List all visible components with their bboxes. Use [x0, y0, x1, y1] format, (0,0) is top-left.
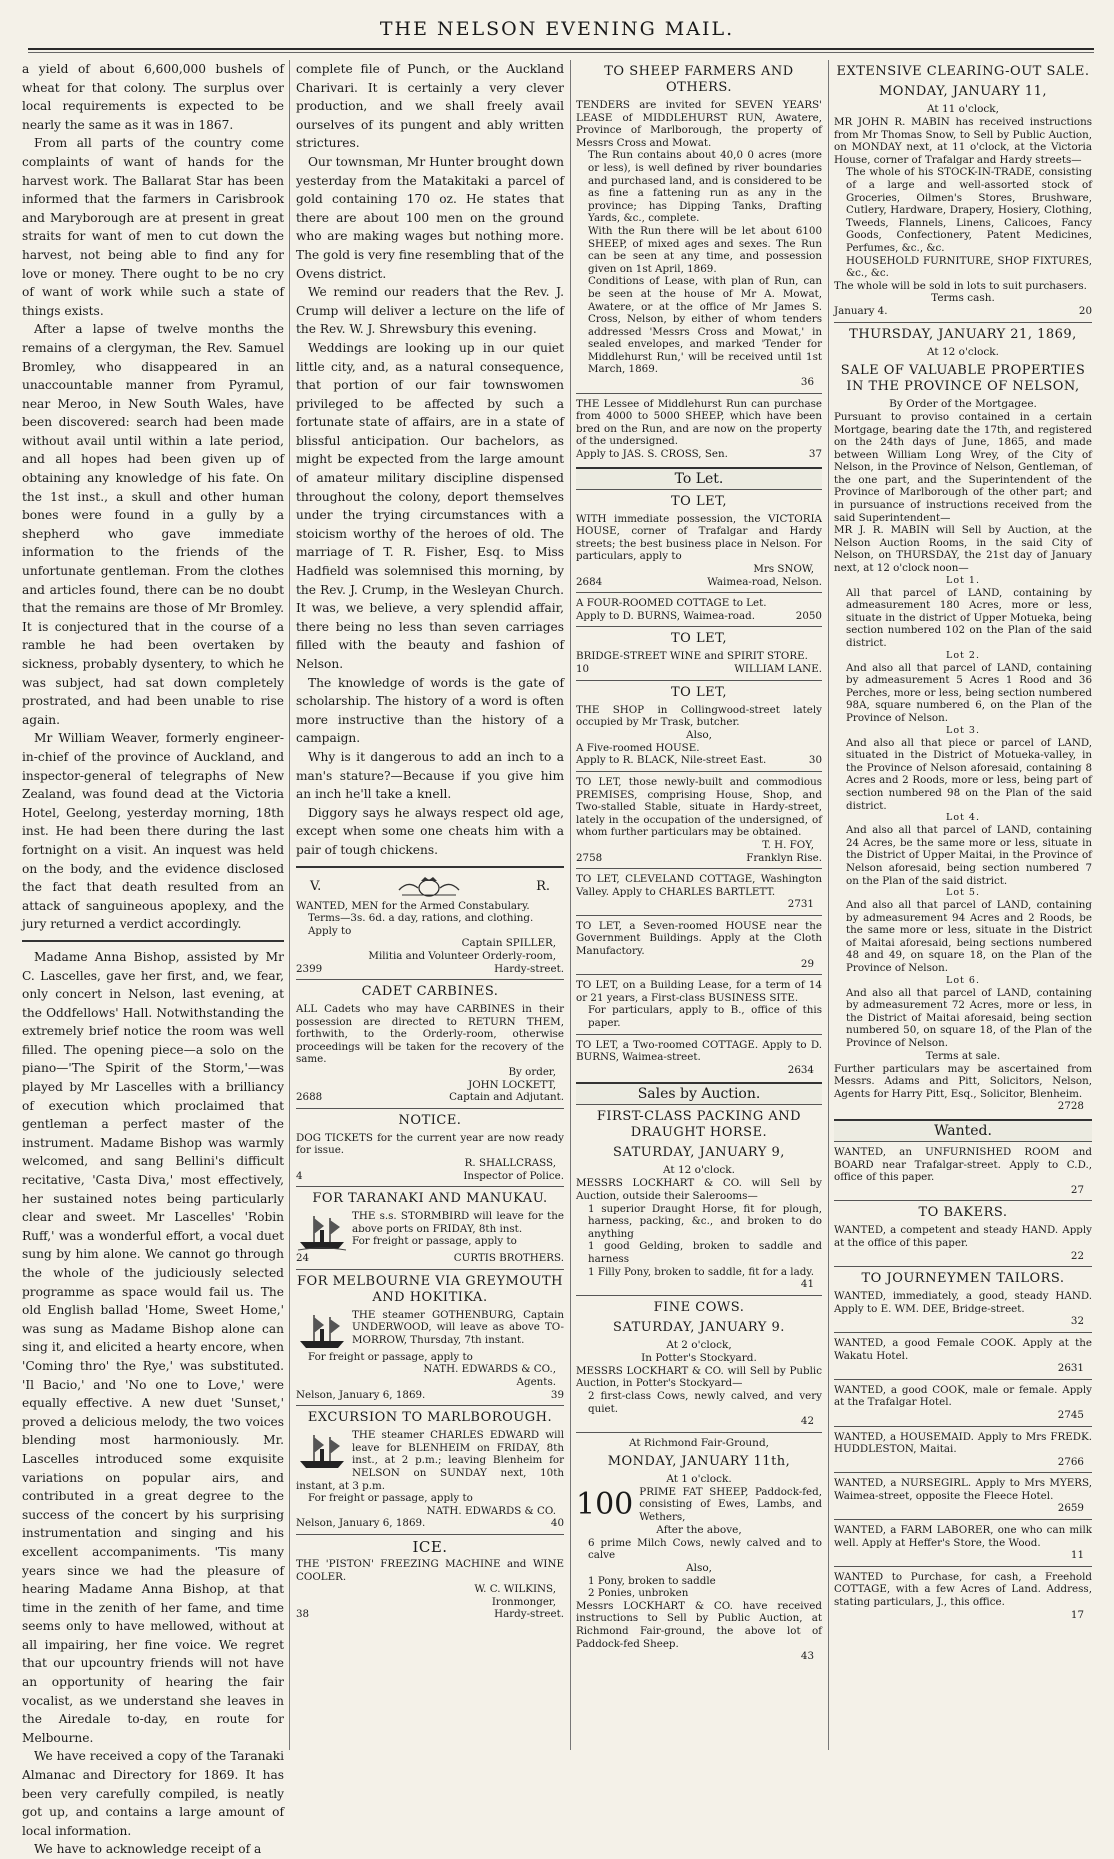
- ad-heading: TO LET,: [671, 631, 727, 647]
- lot-heading: Lot 5.: [946, 887, 980, 899]
- sheep-farmers-ad: [576, 64, 822, 461]
- ad-heading: SALE OF VALUABLE PROPERTIES IN THE PROVINCE OF NELSON,: [840, 362, 1086, 394]
- ad-heading: TO BAKERS.: [918, 1205, 1008, 1221]
- ad-rule: [834, 322, 1092, 323]
- article-paragraph: complete file of Punch, or the Auckland Charivari. It is certainly a very clever production, and we shall freely avail ourselves of its pungent and ably written strictures.: [296, 62, 564, 151]
- ad-heading: TO JOURNEYMEN TAILORS.: [861, 1271, 1065, 1287]
- ad-heading: TO LET,: [671, 493, 727, 509]
- ad-number: 10: [576, 662, 590, 675]
- section-rule: [296, 866, 564, 868]
- ad-rule: [834, 1472, 1092, 1473]
- ad-rule: [296, 979, 564, 980]
- ad-text: For particulars, apply to B., office of this paper.: [588, 1004, 822, 1030]
- article-paragraph: Diggory says he always respect old age, except when some one cheats him with a pair of tough chickens.: [296, 805, 564, 857]
- ad-text: The whole will be sold in lots to suit purchasers.: [834, 279, 1087, 292]
- ad-text: A FOUR-ROOMED COTTAGE to Let.: [576, 597, 767, 610]
- ad-text: With the Run there will be let about 6100 SHEEP, of mixed ages and sexes. The Run can be seen at any time, and possession given on 1st April, 1869.: [588, 224, 822, 275]
- ad-text: A Five-roomed HOUSE.: [576, 741, 700, 754]
- ad-text: WANTED, a competent and steady HAND. Apply at the office of this paper.: [834, 1224, 1092, 1249]
- ad-text: WANTED, a good Female COOK. Apply at the Wakatu Hotel.: [834, 1336, 1092, 1362]
- ad-heading: FOR TARANAKI AND MANUKAU.: [312, 1191, 548, 1207]
- ad-number: 29: [800, 957, 814, 970]
- ad-signature: WILLIAM LANE.: [734, 662, 822, 675]
- ad-place: In Potter's Stockyard.: [641, 1351, 757, 1364]
- cadet-carbines-ad: [296, 984, 564, 1104]
- ad-number: 17: [1070, 1608, 1084, 1621]
- article-paragraph: After a lapse of twelve months the remains of a clergyman, the Rev. Samuel Bromley, who disappeared in an unaccountable manner from Pyramul, near Meroo, in New South Wales, have been discovered: search had been made without avail until within a late period, and all hopes had been given up of obtaining any knowledge of his fate. On the 1st inst., a skull and other human bones were found in a gully by a shepherd who gave immediate information to the friends of the unfortunate gentleman. From the clothes and articles found, there can be no doubt that the remains are those of Mr Bromley. It is conjectured that in the course of a ramble he had been overtaken by sickness, probably dysentery, to which he was subject, had sat down completely prostrated, and had been unable to rise again.: [22, 322, 284, 727]
- ad-text: Also,: [686, 728, 712, 741]
- ad-number: 20: [1078, 305, 1092, 318]
- ad-rule: [576, 1432, 822, 1433]
- wanted-ad: [834, 1146, 1092, 1196]
- newspaper-title: THE NELSON EVENING MAIL.: [379, 18, 735, 40]
- marlborough-ad: [296, 1410, 564, 1530]
- ad-number: 2731: [787, 898, 814, 911]
- ad-text: The Run contains about 40,0 0 acres (more or less), is well defined by river boundaries and purchased land, and is considered to be as fine a fattening run as any in the province; has Dipping Tanks, Drafting Yards, &c., complete.: [588, 149, 822, 225]
- property-sale-ad: [834, 327, 1092, 1113]
- ad-signature: Franklyn Rise.: [746, 851, 822, 864]
- ad-item: 2 first-class Cows, newly calved, and very quiet.: [588, 1389, 822, 1415]
- ad-rule: [834, 1426, 1092, 1427]
- ad-text: The whole of his STOCK-IN-TRADE, consisting of a large and well-assorted stock of Groceries, Oilmen's Stores, Brushware, Cutlery, Hardware, Drapery, Hosiery, Clothing, Tweeds, Flannels, Linens, Calicoes, Fancy Goods, Confectionery, Patent Medicines, Perfumes, &c., &c.: [846, 166, 1092, 254]
- ad-heading: NOTICE.: [398, 1112, 462, 1128]
- ad-time: At 2 o'clock,: [666, 1338, 732, 1351]
- ad-text: TO LET, CLEVELAND COTTAGE, Washington Valley. Apply to CHARLES BARTLETT.: [576, 873, 822, 898]
- lot-text: And also all that parcel of LAND, containing 24 Acres, be the same more or less, situate in the District of Upper Maitai, in the Province of Nelson aforesaid, being section numbered 7 on the Plan of the said district.: [846, 824, 1092, 887]
- ad-text: Apply to: [308, 924, 352, 937]
- ad-number: 2631: [1057, 1362, 1084, 1375]
- wanted-ad: [834, 1431, 1092, 1469]
- lot-heading: Lot 3.: [946, 724, 980, 736]
- ad-rule: [296, 1405, 564, 1406]
- ad-number: 36: [800, 376, 814, 389]
- ad-text: MR J. R. MABIN will Sell by Auction, at the Nelson Auction Rooms, in the said City of Nelson, on THURSDAY, the 21st day of January next, at 12 o'clock noon—: [834, 524, 1092, 575]
- masthead: [0, 0, 1114, 62]
- ad-number: 2659: [1057, 1502, 1084, 1515]
- ad-date: Nelson, January 6, 1869.: [296, 1517, 426, 1530]
- ad-signature: CURTIS BROTHERS.: [453, 1252, 564, 1265]
- to-let-section-header: To Let.: [576, 467, 822, 490]
- ad-heading: ICE.: [412, 1537, 448, 1556]
- ad-signature: NATH. EDWARDS & CO.,: [423, 1363, 556, 1376]
- masthead-rule: [28, 48, 1094, 50]
- article-paragraph: Why is it dangerous to add an inch to a man's stature?—Because if you give him an inch he'll take a knell.: [296, 749, 564, 802]
- ad-text: TO LET, a Two-roomed COTTAGE. Apply to D. BURNS, Waimea-street.: [576, 1038, 822, 1064]
- ad-number: 42: [800, 1415, 814, 1428]
- ad-text: THE steamer GOTHENBURG, Captain UNDERWOOD, will leave as above TO-MORROW, Thursday, 7th instant.: [352, 1308, 564, 1346]
- ad-rule: [834, 1266, 1092, 1267]
- to-let-ad: [576, 494, 822, 589]
- column-4: [834, 60, 1092, 1750]
- ad-text: Terms at sale.: [925, 1049, 1001, 1062]
- lot-heading: Lot 2.: [946, 649, 980, 661]
- sales-by-auction-header: Sales by Auction.: [576, 1082, 822, 1105]
- ad-number: 40: [550, 1517, 564, 1530]
- ad-rule: [576, 592, 822, 593]
- ad-number: 27: [1070, 1183, 1084, 1196]
- steamship-icon: [296, 1311, 348, 1351]
- crest-letter-r: R.: [536, 879, 550, 895]
- tailors-ad: [834, 1271, 1092, 1328]
- ad-rule: [834, 1519, 1092, 1520]
- ad-number: 43: [800, 1650, 814, 1663]
- ad-date: SATURDAY, JANUARY 9.: [613, 1319, 785, 1335]
- ad-text: THE 'PISTON' FREEZING MACHINE and WINE COOLER.: [296, 1557, 564, 1583]
- ad-signature: T. H. FOY,: [762, 838, 814, 851]
- wanted-ad: [834, 1571, 1092, 1621]
- cows-auction-ad: [576, 1300, 822, 1428]
- column-divider: [570, 60, 571, 1750]
- to-let-ad: [576, 685, 822, 767]
- ad-rule: [296, 1534, 564, 1535]
- ad-text: Further particulars may be ascertained from Messrs. Adams and Pitt, Solicitors, Nelson, Agents for Harry Pitt, Esq., Solicitor, Blenheim.: [834, 1062, 1092, 1100]
- ad-text: Also,: [686, 1561, 712, 1574]
- ad-heading: FINE COWS.: [653, 1299, 745, 1315]
- ad-number: 32: [1070, 1315, 1084, 1328]
- ad-text: THE SHOP in Collingwood-street lately occupied by Mr Trask, butcher.: [576, 703, 822, 729]
- horse-auction-ad: [576, 1109, 822, 1290]
- ad-signature: Militia and Volunteer Orderly-room,: [368, 949, 556, 962]
- ad-number: 37: [808, 448, 822, 461]
- ad-text: THE steamer CHARLES EDWARD will leave for BLENHEIM on FRIDAY, 8th inst., at 2 p.m.; leaving Blenheim for NELSON on SUNDAY next, 10th instant, at 3 p.m.: [296, 1429, 564, 1492]
- ad-text: MESSRS LOCKHART & CO. will Sell by Public Auction, in Potter's Stockyard—: [576, 1364, 822, 1390]
- ad-text: HOUSEHOLD FURNITURE, SHOP FIXTURES, &c., &c.: [846, 254, 1092, 280]
- ad-text: Terms cash.: [931, 292, 995, 305]
- wanted-ad: [834, 1524, 1092, 1562]
- ad-number: 38: [296, 1608, 310, 1621]
- ad-text: MR JOHN R. MABIN has received instructions from Mr Thomas Snow, to Sell by Public Auction, on MONDAY next, at 11 o'clock, at the Victoria House, corner of Trafalgar and Hardy streets—: [834, 116, 1092, 166]
- ad-item: 1 good Gelding, broken to saddle and harness: [588, 1240, 822, 1265]
- lot-text: And also all that parcel of LAND, containing by admeasurement 72 Acres, more or less, in the District of Maitai aforesaid, being section numbered 50, on square 18, of the Plan of the Province of Nelson.: [846, 986, 1092, 1050]
- column-divider: [289, 60, 290, 1750]
- ad-text: WANTED, a NURSEGIRL. Apply to Mrs MYERS, Waimea-street, opposite the Fleece Hotel.: [834, 1477, 1092, 1502]
- column-1: [22, 60, 284, 1857]
- ad-text: THE s.s. STORMBIRD will leave for the above ports on FRIDAY, 8th inst.: [352, 1210, 564, 1235]
- ad-text: Apply to R. BLACK, Nile-street East.: [576, 754, 767, 767]
- ad-number: 2634: [787, 1063, 814, 1076]
- ad-number: 2758: [576, 851, 603, 864]
- steamship-icon: [296, 1431, 348, 1471]
- ad-date: SATURDAY, JANUARY 9,: [613, 1145, 785, 1161]
- article-paragraph: Weddings are looking up in our quiet little city, and, as a natural consequence, that portion of our fair townswomen privileged to be affected by such a fortunate state of affairs, are in a state of blissful anticipation. Our bachelors, as might be expected from the large amount of amateur military discipline dispensed throughout the colony, deport themselves under the trying circumstances with a stoicism worthy of the heroes of old. The marriage of T. R. Fisher, Esq. to Miss Hadfield was solemnised this morning, by the Rev. J. Crump, in the Wesleyan Church. It was, we believe, a very splendid affair, there being no less than seven carriages filled with the beauty and fashion of Nelson.: [296, 340, 564, 671]
- ad-signature: Mrs SNOW,: [753, 563, 814, 575]
- article-paragraph: Madame Anna Bishop, assisted by Mr C. Lascelles, gave her first, and, we fear, only concert in Nelson, last evening, at the Oddfellows' Hall. Notwithstanding the extremely brief notice the room was well filled. The opening piece—a solo on the piano—'The Spirit of the Storm,'—was played by Mr Lascelles with a brilliancy of execution which proclaimed that gentleman a perfect master of the instrument. Madame Bishop was warmly welcomed, and sang Bellini's difficult recitative, 'Casta Diva,' most effectively, her sustained notes being particularly clear and sweet. Mr Lascelles' 'Robin Ruff,' was a wonderful effort, a vocal duet sung by him alone. We cannot go through the whole of the judiciously selected programme as space would fail us. The old English ballad 'Home, Sweet Home,' was sung as Madame Bishop alone can sing it, and elicited a hearty encore, when 'Coming thro' the Rye,' was substituted. 'Il Bacio,' and 'No one to Love,' were equally effective. A new duet 'Sunset,' proved a delicious melody, the two voices blending most harmoniously. Mr. Lascelles introduced some exquisite variations on popular airs, and contributed in a great degree to the success of the concert by his surprising instrumentation and singing and his excellent accompaniments. 'Tis many years since we had the pleasure of hearing Madame Anna Bishop, at that time in the zenith of her fame, and time seems only to have mellowed, without at all impairing, her fine voice. We regret that our upcountry friends will not have an opportunity of hearing the fair vocalist, as we understand she leaves in the Airedale to-day, en route for Melbourne.: [22, 949, 284, 1745]
- ad-text: WANTED, immediately, a good, steady HAND. Apply to E. WM. DEE, Bridge-street.: [834, 1290, 1092, 1315]
- ad-text: WANTED, a good COOK, male or female. Apply at the Trafalgar Hotel.: [834, 1383, 1092, 1409]
- ad-rule: [576, 868, 822, 869]
- sheep-lot: [576, 1486, 822, 1524]
- ad-signature: W. C. WILKINS,: [474, 1583, 556, 1596]
- ad-rule: [576, 974, 822, 975]
- ad-signature: R. SHALLCRASS,: [464, 1157, 556, 1170]
- ad-heading: EXCURSION TO MARLBOROUGH.: [307, 1410, 553, 1426]
- article-paragraph: We have received a copy of the Taranaki Almanac and Directory for 1869. It has been very carefully compiled, is neatly got up, and contains a large amount of local information.: [22, 1749, 284, 1838]
- ad-rule: [576, 1295, 822, 1296]
- ad-item: 1 Pony, broken to saddle: [588, 1574, 716, 1587]
- ad-rule: [576, 1034, 822, 1035]
- to-let-ad: [576, 979, 822, 1029]
- ad-heading: EXTENSIVE CLEARING-OUT SALE.: [836, 64, 1090, 79]
- ad-number: 24: [296, 1252, 310, 1265]
- ad-rule: [834, 1566, 1092, 1567]
- article-paragraph: a yield of about 6,600,000 bushels of wheat for that colony. The surplus over local requirements is expected to be nearly the same as it was in 1867.: [22, 62, 284, 132]
- ad-date: January 4.: [834, 305, 888, 318]
- ad-heading: TO LET,: [671, 684, 727, 700]
- ad-text: Terms—3s. 6d. a day, rations, and clothing.: [308, 912, 534, 925]
- clearing-sale-ad: [834, 64, 1092, 318]
- ad-text: Messrs LOCKHART & CO. have received instructions to Sell by Public Auction, at Richmond Fair-ground, the above lot of Paddock-fed Sheep.: [576, 1599, 822, 1650]
- ad-time: At 12 o'clock.: [926, 345, 999, 358]
- ad-text: Conditions of Lease, with plan of Run, can be seen at the house of Mr A. Mowat, Awatere, or at the office of Mr James S. Cross, Nelson, by either of whom tenders addressed 'Messrs Cross and Mowat,' in sealed envelopes, and marked 'Tender for Middlehurst Run,' will be received until 1st March, 1869.: [588, 275, 822, 376]
- ad-rule: [576, 393, 822, 394]
- to-let-ad: [576, 1039, 822, 1077]
- ad-signature: NATH. EDWARDS & CO.: [426, 1504, 556, 1517]
- ad-number: 2050: [795, 609, 822, 622]
- ad-item: 6 prime Milch Cows, newly calved and to calve: [588, 1536, 822, 1562]
- ad-heading: FIRST-CLASS PACKING AND DRAUGHT HORSE.: [596, 1109, 802, 1141]
- section-rule: [22, 940, 284, 942]
- ad-signature: Waimea-road, Nelson.: [707, 575, 822, 588]
- ad-time: At 11 o'clock,: [926, 103, 999, 115]
- masthead-rule-thin: [28, 52, 1094, 53]
- ad-time: At 1 o'clock.: [666, 1472, 732, 1485]
- ad-text: WITH immediate possession, the VICTORIA HOUSE, corner of Trafalgar and Hardy streets; the best business place in Nelson. For particulars, apply to: [576, 512, 822, 563]
- ad-signature: Hardy-street.: [494, 1608, 564, 1621]
- ad-text: TO LET, those newly-built and commodious PREMISES, comprising House, Shop, and Two-stalled Stable, situate in Hardy-street, lately in the occupation of the undersigned, of whom further particulars may be obtained.: [576, 775, 822, 839]
- ice-ad: [296, 1539, 564, 1621]
- ad-number: 2745: [1057, 1408, 1084, 1421]
- lot-heading: Lot 6.: [946, 974, 980, 986]
- ad-text: DOG TICKETS for the current year are now ready for issue.: [296, 1131, 564, 1157]
- wanted-ad: [834, 1384, 1092, 1422]
- ad-date: Nelson, January 6, 1869.: [296, 1388, 426, 1401]
- taranaki-ad: [296, 1191, 564, 1265]
- article-paragraph: From all parts of the country come complaints of want of hands for the harvest work. The Ballarat Star has been informed that the farmers in Carisbrook and Maryborough are at present in great straits for want of men to cut down the harvest, not being able to find any for love or money. There ought to be no cry of want of work while such a state of things exists.: [22, 136, 284, 318]
- article-paragraph: Our townsman, Mr Hunter brought down yesterday from the Matakitaki a parcel of gold containing 170 oz. He states that there are about 100 men on the ground who are making wages but nothing more. The gold is very fine resembling that of the Ovens district.: [296, 154, 564, 281]
- melbourne-ad: [296, 1274, 564, 1401]
- ad-item: 1 superior Draught Horse, fit for plough, harness, packing, &c., and broken to do anything: [588, 1202, 822, 1240]
- ad-text: By order,: [508, 1066, 556, 1079]
- crest-letter-v: V.: [310, 879, 322, 895]
- to-let-ad: [576, 873, 822, 911]
- wanted-section-header: Wanted.: [834, 1119, 1092, 1142]
- ad-date: MONDAY, JANUARY 11th,: [607, 1453, 791, 1469]
- ad-number: 4: [296, 1169, 303, 1182]
- ad-signature: Captain SPILLER,: [461, 937, 556, 950]
- ad-text: By Order of the Mortgagee.: [889, 397, 1037, 410]
- wanted-constabulary-ad: [296, 900, 564, 976]
- ad-number: 2766: [1057, 1455, 1084, 1468]
- ad-number: 2399: [296, 962, 323, 975]
- ad-text: Pursuant to proviso contained in a certain Mortgage, bearing date the 17th, and registered on the 24th days of June, 1865, and made between William Long Wrey, of the City of Nelson, in the Province of Nelson, Gentleman, of the one part, and the Superintendent of the Province of Marlborough of the other part; and in pursuance of instructions received from the said Superintendent—: [834, 410, 1092, 524]
- ad-text: BRIDGE-STREET WINE and SPIRIT STORE.: [576, 650, 808, 663]
- bakers-ad: [834, 1205, 1092, 1262]
- steamship-icon: [296, 1212, 348, 1252]
- ad-rule: [576, 680, 822, 681]
- ad-number: 30: [808, 754, 822, 767]
- lot-heading: Lot 1.: [946, 574, 980, 586]
- to-let-ad: [576, 920, 822, 970]
- wanted-ad: [834, 1337, 1092, 1375]
- ad-text: For freight or passage, apply to: [308, 1350, 473, 1363]
- royal-crest: [296, 874, 564, 900]
- lot-text: And also all that piece or parcel of LAND, situated in the District of Motueka-valley, in the Province of Nelson aforesaid, containing 8 Acres and 2 Roods, more or less, being part of section numbered 98 on the Plan of the said district.: [846, 736, 1092, 812]
- ad-text: WANTED to Purchase, for cash, a Freehold COTTAGE, with a few Acres of Land. Address, stating particulars, J., this office.: [834, 1570, 1092, 1609]
- ad-rule: [296, 1186, 564, 1187]
- to-let-ad: [576, 597, 822, 622]
- richmond-auction-ad: [576, 1437, 822, 1663]
- ad-heading: FOR MELBOURNE VIA GREYMOUTH AND HOKITIKA.: [297, 1273, 563, 1305]
- ad-text: WANTED, a FARM LABORER, one who can milk well. Apply at Heffer's Store, the Wood.: [834, 1524, 1092, 1549]
- ad-text: TENDERS are invited for SEVEN YEARS' LEASE of MIDDLEHURST RUN, Awatere, Province of Marlborough, the property of Messrs Cross and Mowat.: [576, 99, 822, 149]
- ad-text: PRIME FAT SHEEP, Paddock-fed, consisting of Ewes, Lambs, and Wethers,: [639, 1485, 822, 1523]
- column-2: [296, 60, 564, 1750]
- ad-place: At Richmond Fair-Ground,: [628, 1436, 770, 1449]
- ad-text: MESSRS LOCKHART & CO. will Sell by Auction, outside their Salerooms—: [576, 1177, 822, 1202]
- ad-text: THE Lessee of Middlehurst Run can purchase from 4000 to 5000 SHEEP, which have been bred on the Run, and are now on the property of the undersigned.: [576, 397, 822, 448]
- ad-rule: [576, 626, 822, 627]
- ad-number: 2728: [1057, 1100, 1084, 1113]
- ad-signature: Hardy-street.: [494, 962, 564, 975]
- ad-rule: [834, 1332, 1092, 1333]
- ad-text: WANTED, a HOUSEMAID. Apply to Mrs FREDK. HUDDLESTON, Maitai.: [834, 1430, 1092, 1456]
- article-paragraph: We remind our readers that the Rev. J. Crump will deliver a lecture on the life of the Rev. W. J. Shrewsbury this evening.: [296, 285, 564, 337]
- lot-text: All that parcel of LAND, containing by admeasurement 180 Acres, more or less, situate in the district of Upper Motueka, being section numbered 102 on the Plan of the said district.: [846, 586, 1092, 649]
- ad-signature: Ironmonger,: [491, 1595, 556, 1608]
- ad-signature: Agents.: [516, 1376, 556, 1388]
- article-paragraph: The knowledge of words is the gate of scholarship. The history of a word is often more instructive than the history of a campaign.: [296, 675, 564, 746]
- article-paragraph: Mr William Weaver, formerly engineer-in-chief of the province of Auckland, and inspector-general of telegraphs of New Zealand, was found dead at the Victoria Hotel, Geelong, yesterday morning, 18th inst. He had been there during the last fortnight on a visit. An inquest was held on the body, and the evidence disclosed the fact that death resulted from an attack of sanguineous apoplexy, and the jury returned a verdict accordingly.: [22, 731, 284, 932]
- ad-number: 22: [1070, 1249, 1084, 1262]
- ad-text: For freight or passage, apply to: [308, 1492, 473, 1505]
- ad-heading: CADET CARBINES.: [361, 984, 499, 1000]
- ad-text: After the above,: [656, 1523, 742, 1536]
- ad-rule: [834, 1200, 1092, 1201]
- lot-text: And also all that parcel of LAND, containing by admeasurement 94 Acres and 2 Roods, be the same more or less, situate in the District of Maitai aforesaid, being sections numbered 48 and 49, on square 18, on the Plan of the Province of Nelson.: [846, 899, 1092, 975]
- ad-rule: [296, 1108, 564, 1109]
- lot-heading: Lot 4.: [946, 812, 980, 824]
- ad-signature: JOHN LOCKETT,: [468, 1078, 556, 1091]
- ad-signature: Inspector of Police.: [463, 1169, 564, 1182]
- ad-text: Apply to JAS. S. CROSS, Sen.: [576, 448, 728, 461]
- column-divider: [828, 60, 829, 1750]
- ad-number: 2684: [576, 575, 603, 588]
- ad-rule: [576, 771, 822, 772]
- ad-number: 41: [800, 1278, 814, 1291]
- ad-date: THURSDAY, JANUARY 21, 1869,: [849, 326, 1077, 342]
- ad-text: TO LET, a Seven-roomed HOUSE near the Government Buildings. Apply at the Cloth Manufactory.: [576, 919, 822, 958]
- column-3: [576, 60, 822, 1750]
- ad-text: Apply to D. BURNS, Waimea-road.: [576, 609, 756, 622]
- ad-time: At 12 o'clock.: [662, 1164, 735, 1177]
- crown-icon: [394, 876, 464, 898]
- ad-text: TO LET, on a Building Lease, for a term of 14 or 21 years, a First-class BUSINESS SITE.: [576, 979, 822, 1004]
- ad-date: MONDAY, JANUARY 11,: [879, 84, 1047, 99]
- ad-rule: [834, 1379, 1092, 1380]
- ad-number: 2688: [296, 1091, 323, 1104]
- ad-heading: TO SHEEP FARMERS AND OTHERS.: [604, 64, 794, 95]
- ad-text: WANTED, an UNFURNISHED ROOM and BOARD near Trafalgar-street. Apply to C.D., office of this paper.: [834, 1146, 1092, 1184]
- ad-rule: [576, 915, 822, 916]
- ad-number: 11: [1070, 1549, 1084, 1562]
- sheep-count: 100: [576, 1486, 634, 1522]
- wanted-ad: [834, 1477, 1092, 1515]
- to-let-ad: [576, 776, 822, 864]
- ad-text: WANTED, MEN for the Armed Constabulary.: [296, 899, 530, 912]
- notice-ad: [296, 1113, 564, 1182]
- ad-text: ALL Cadets who may have CARBINES in their possession are directed to RETURN THEM, forthwith, to the Orderly-room, otherwise proceedings will be taken for the recovery of the same.: [296, 1003, 564, 1066]
- ad-rule: [296, 1269, 564, 1270]
- to-let-ad: [576, 631, 822, 675]
- article-paragraph: We have to acknowledge receipt of a: [34, 1842, 262, 1857]
- ad-text: For freight or passage, apply to: [352, 1235, 517, 1248]
- ad-item: 1 Filly Pony, broken to saddle, fit for a lady.: [588, 1265, 815, 1278]
- lot-text: And also all that parcel of LAND, containing by admeasurement 5 Acres 1 Rood and 36 Perches, more or less, being section numbered 98A, square numbered 6, on the Plan of the Province of Nelson.: [846, 661, 1092, 724]
- ad-item: 2 Ponies, unbroken: [588, 1587, 689, 1600]
- ad-number: 39: [550, 1388, 564, 1401]
- ad-signature: Captain and Adjutant.: [449, 1091, 564, 1104]
